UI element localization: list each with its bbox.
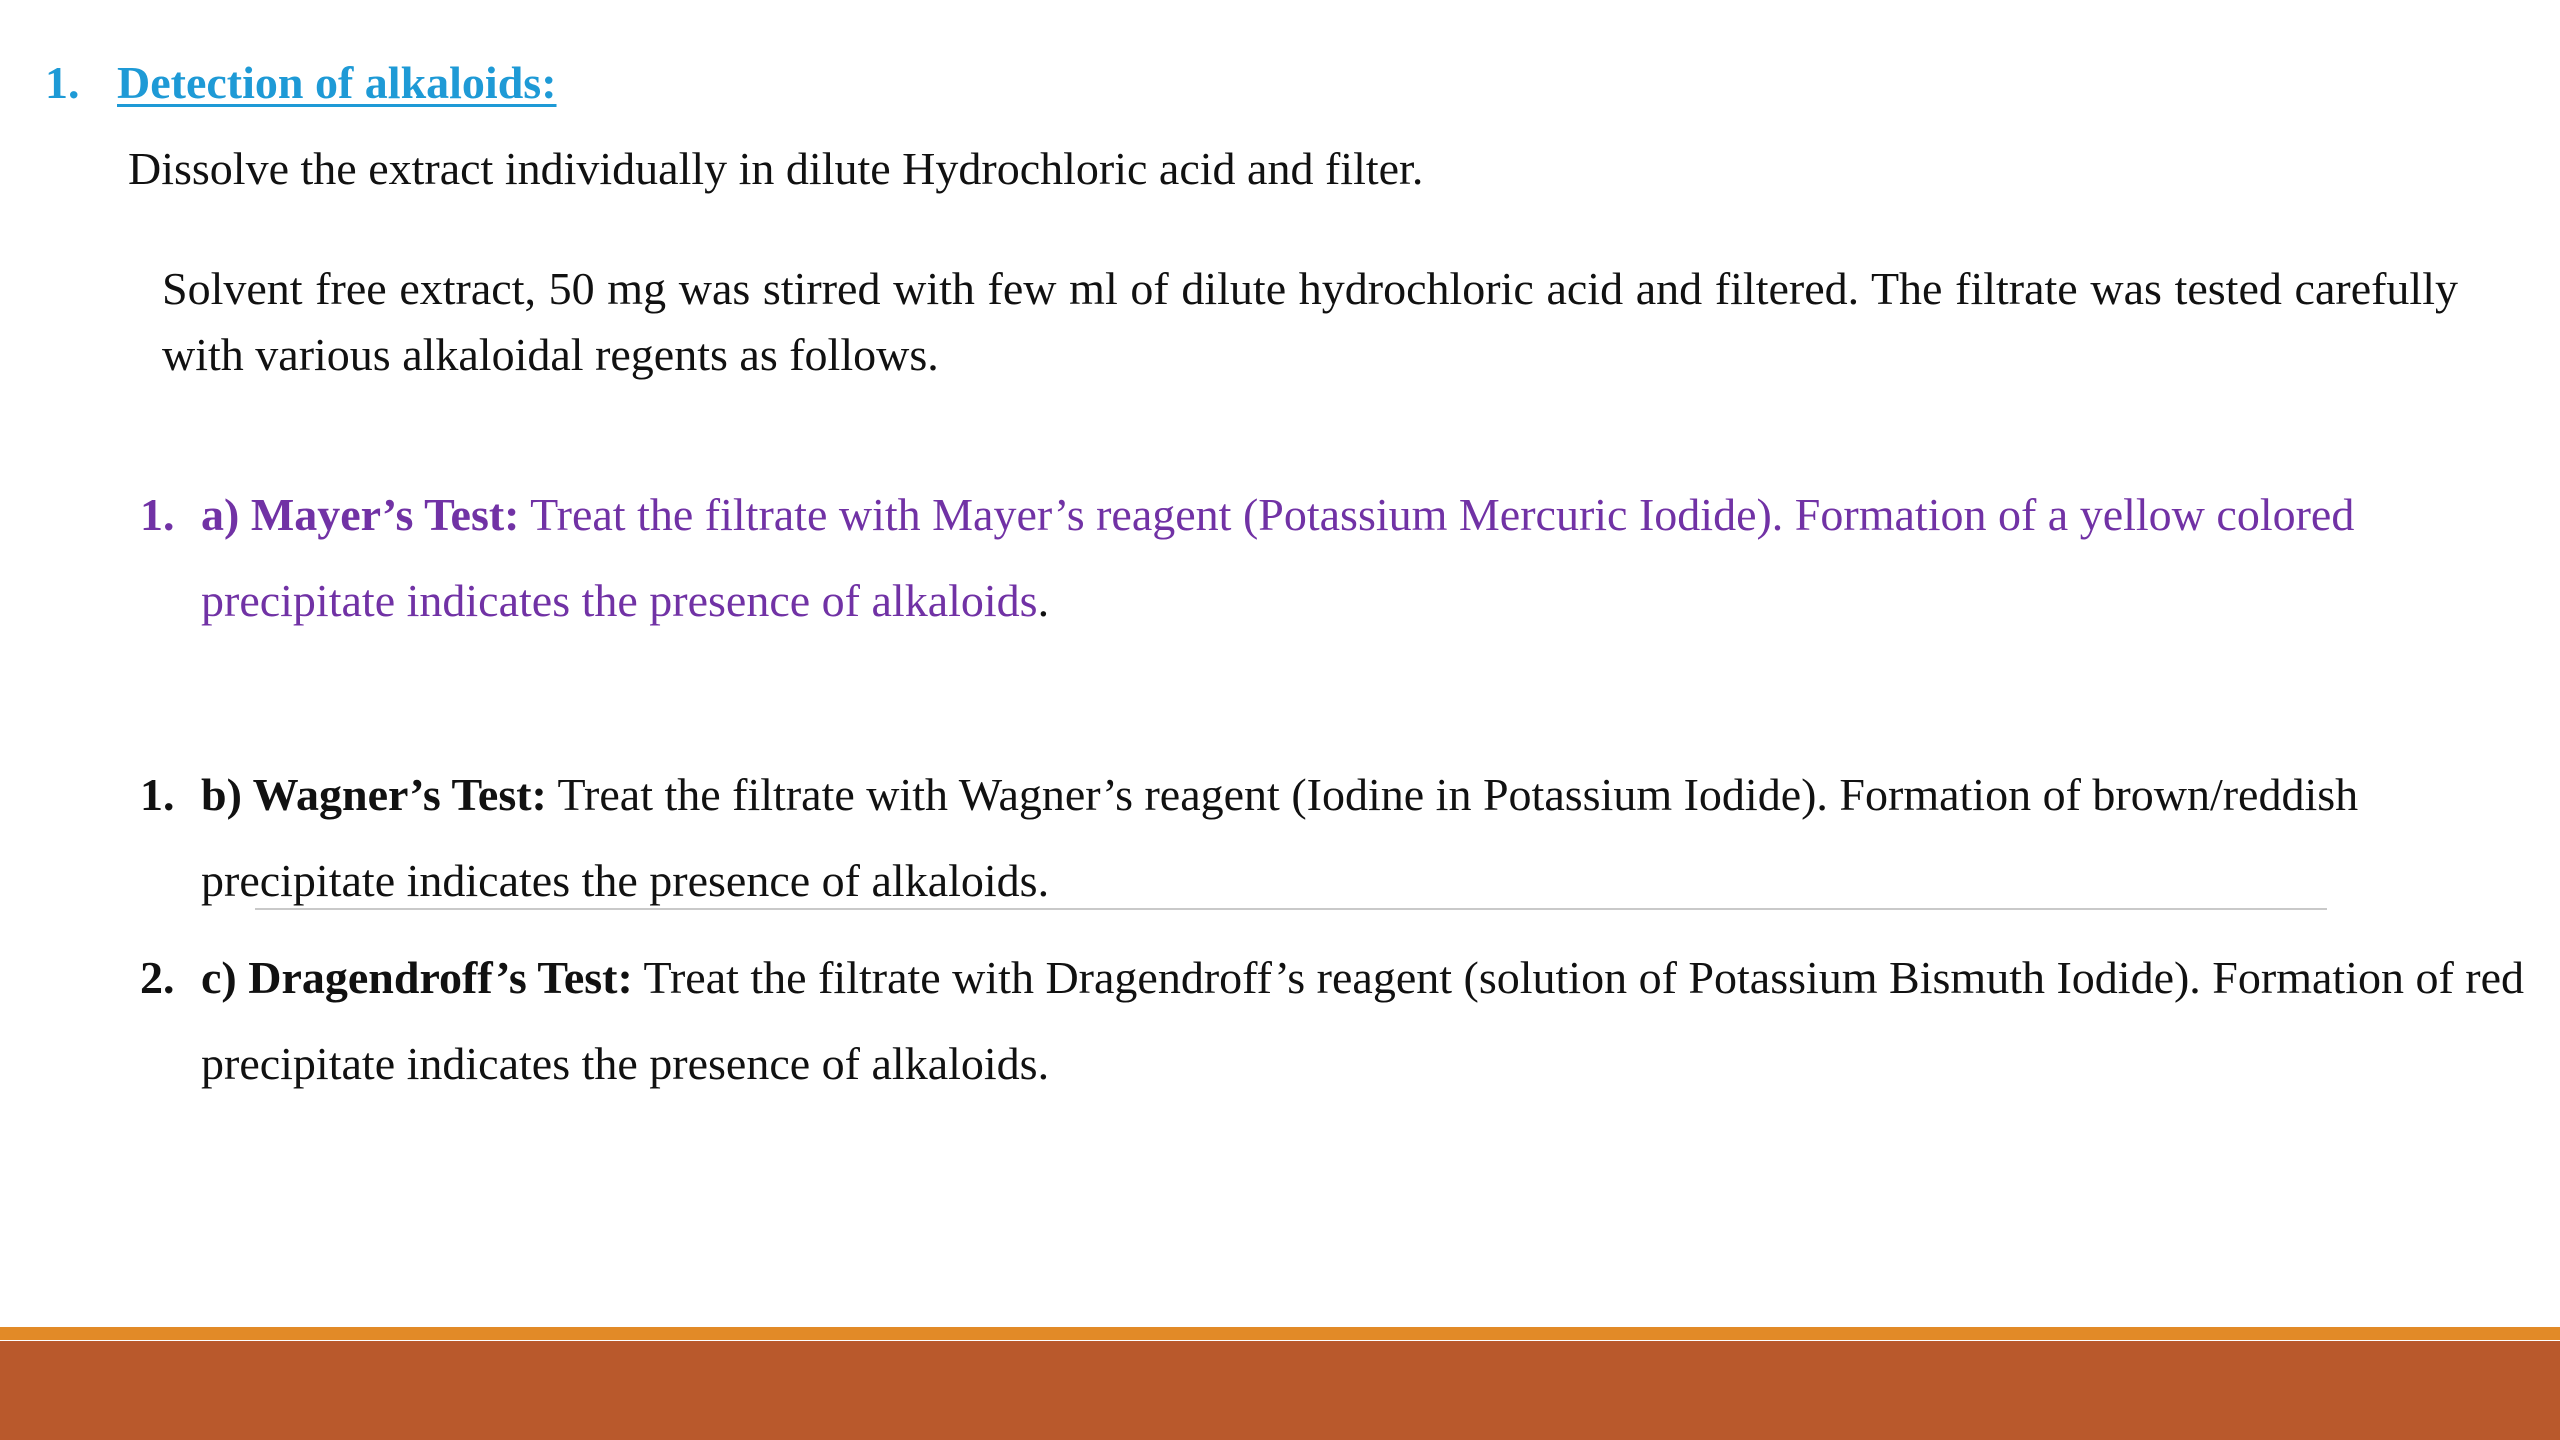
test-name: b) Wagner’s Test: xyxy=(201,769,547,820)
test-description: Treat the filtrate with Mayer’s reagent (Potassium Mercuric Iodide). Formation of a yellow colored precipitate indicates the presence of alkaloids xyxy=(201,489,2355,626)
test-body xyxy=(201,472,2510,644)
heading-title: Detection of alkaloids: xyxy=(117,57,557,108)
test-description: Treat the filtrate with Dragendroff’s reagent (solution of Potassium Bismuth Iodide). Formation of red precipitate indicates the presence of alkaloids. xyxy=(201,952,2525,1089)
footer-bar xyxy=(0,1341,2560,1440)
test-item-dragendroff xyxy=(140,935,2540,1107)
procedure-paragraph: Solvent free extract, 50 mg was stirred with few ml of dilute hydrochloric acid and filtered. The filtrate was tested carefully with various alkaloidal regents as follows. xyxy=(162,263,2458,380)
test-body xyxy=(201,752,2510,924)
test-end-punctuation: . xyxy=(1037,575,1050,626)
test-item-mayer xyxy=(140,472,2510,644)
test-marker: 2. xyxy=(140,952,175,1003)
section-heading xyxy=(45,56,557,109)
heading-number: 1. xyxy=(45,57,80,108)
intro-text: Dissolve the extract individually in dilute Hydrochloric acid and filter. xyxy=(128,143,1424,194)
test-marker: 1. xyxy=(140,489,175,540)
footer-accent-line xyxy=(0,1327,2560,1340)
test-name: a) Mayer’s Test: xyxy=(201,489,520,540)
divider-line xyxy=(255,908,2327,910)
test-body xyxy=(201,935,2540,1107)
test-item-wagner xyxy=(140,752,2510,924)
test-marker: 1. xyxy=(140,769,175,820)
test-description: Treat the filtrate with Wagner’s reagent (Iodine in Potassium Iodide). Formation of brown/reddish precipitate indicates the presence of alkaloids. xyxy=(201,769,2359,906)
test-name: c) Dragendroff’s Test: xyxy=(201,952,633,1003)
